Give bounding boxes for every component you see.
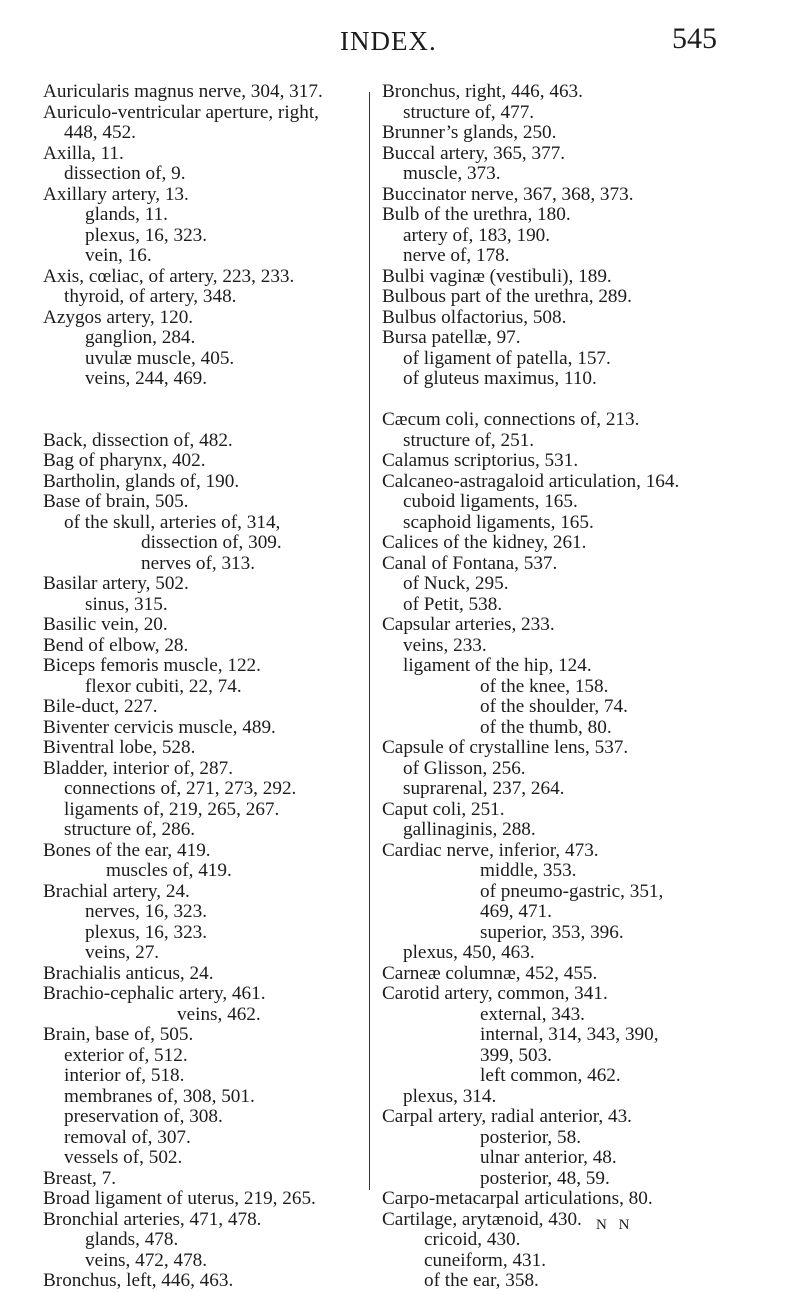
column-divider [369, 92, 370, 1190]
index-entry: Capsular arteries, 233. [382, 614, 555, 635]
index-entry: of the skull, arteries of, 314, [64, 511, 281, 533]
index-entry: Capsule of crystalline lens, 537. [382, 737, 629, 758]
index-entry: of Petit, 538. [403, 593, 503, 615]
index-entry: Carpo-metacarpal articulations, 80. [382, 1188, 653, 1209]
index-entry: nerve of, 178. [403, 245, 510, 266]
index-entry: of the ear, 358. [424, 1270, 539, 1291]
index-entry: Bile-duct, 227. [43, 696, 158, 717]
index-entry: Brunner’s glands, 250. [382, 122, 557, 143]
index-entry: veins, 233. [403, 634, 487, 656]
index-entry: external, 343. [480, 1003, 585, 1025]
index-entry: Bladder, interior of, 287. [43, 757, 233, 779]
index-entry: muscles of, 419. [106, 860, 232, 881]
index-entry: middle, 353. [480, 860, 577, 881]
index-entry: scaphoid ligaments, 165. [403, 511, 594, 533]
index-entry: preservation of, 308. [64, 1106, 223, 1127]
index-entry: 399, 503. [480, 1044, 552, 1066]
index-entry: 469, 471. [480, 901, 552, 922]
index-entry: Cæcum coli, connections of, 213. [382, 409, 640, 430]
index-entry: of pneumo-gastric, 351, [480, 880, 664, 902]
index-entry: nerves, 16, 323. [85, 901, 208, 922]
index-entry: Bulbous part of the urethra, 289. [382, 286, 632, 307]
index-entry: Axis, cœliac, of artery, 223, 233. [43, 265, 295, 287]
index-entry: structure of, 286. [64, 819, 196, 840]
index-entry [382, 390, 782, 411]
index-entry: dissection of, 9. [64, 163, 186, 184]
index-entry: of the thumb, 80. [480, 716, 612, 738]
index-entry: Bronchus, right, 446, 463. [382, 81, 583, 102]
index-entry: Biventer cervicis muscle, 489. [43, 716, 276, 738]
index-entry: plexus, 450, 463. [403, 942, 535, 963]
index-entry: Bulbi vaginæ (vestibuli), 189. [382, 265, 612, 287]
index-entry: ulnar anterior, 48. [480, 1147, 617, 1168]
index-entry: gallinaginis, 288. [403, 819, 536, 840]
page-header [0, 22, 800, 62]
index-entry: of ligament of patella, 157. [403, 347, 611, 369]
index-entry: Biventral lobe, 528. [43, 737, 196, 758]
index-entry: Base of brain, 505. [43, 491, 189, 512]
index-entry: interior of, 518. [64, 1065, 185, 1086]
index-entry: structure of, 251. [403, 429, 535, 451]
index-entry: veins, 27. [85, 942, 160, 963]
index-entry: vessels of, 502. [64, 1147, 183, 1168]
index-entry: sinus, 315. [85, 593, 168, 615]
index-entry: Carotid artery, common, 341. [382, 983, 608, 1004]
index-entry: of the knee, 158. [480, 675, 609, 697]
index-entry: posterior, 48, 59. [480, 1167, 610, 1189]
index-entry: suprarenal, 237, 264. [403, 778, 565, 799]
index-entry: Back, dissection of, 482. [43, 429, 233, 451]
index-entry: structure of, 477. [403, 101, 535, 123]
index-entry: Cartilage, arytænoid, 430. [382, 1208, 582, 1230]
index-column-right [382, 82, 782, 1292]
index-entry: of Nuck, 295. [403, 573, 509, 594]
index-entry: Buccinator nerve, 367, 368, 373. [382, 183, 634, 205]
index-entry: dissection of, 309. [141, 532, 282, 553]
index-entry: Bulbus olfactorius, 508. [382, 306, 567, 328]
index-entry: glands, 478. [85, 1229, 179, 1250]
index-entry: membranes of, 308, 501. [64, 1085, 255, 1107]
index-entry: Bronchial arteries, 471, 478. [43, 1208, 262, 1230]
index-entry: Cardiac nerve, inferior, 473. [382, 839, 599, 861]
index-entry: veins, 244, 469. [85, 368, 208, 389]
index-entry: Auriculo-ventricular aperture, right, [43, 101, 319, 123]
page-number: 545 [672, 22, 717, 55]
index-entry: Canal of Fontana, 537. [382, 552, 558, 574]
index-entry: Carneæ columnæ, 452, 455. [382, 962, 598, 984]
index-entry: of gluteus maximus, 110. [403, 368, 597, 389]
index-entry: Bend of elbow, 28. [43, 634, 189, 656]
index-entry: Calices of the kidney, 261. [382, 532, 587, 553]
index-entry: Axillary artery, 13. [43, 183, 189, 205]
index-entry: nerves of, 313. [141, 552, 256, 574]
index-entry: Calamus scriptorius, 531. [382, 450, 579, 471]
index-entry: Biceps femoris muscle, 122. [43, 655, 261, 676]
index-entry: Caput coli, 251. [382, 798, 505, 820]
index-entry: Bronchus, left, 446, 463. [43, 1270, 234, 1291]
index-entry: veins, 462. [177, 1003, 261, 1025]
page-title: INDEX. [340, 26, 437, 56]
index-entry: Bartholin, glands of, 190. [43, 470, 240, 492]
index-entry: Brachialis anticus, 24. [43, 962, 214, 984]
index-entry: Azygos artery, 120. [43, 306, 194, 328]
index-entry: plexus, 314. [403, 1085, 497, 1107]
index-entry: flexor cubiti, 22, 74. [85, 675, 242, 697]
index-entry: Brain, base of, 505. [43, 1024, 194, 1045]
index-entry: left common, 462. [480, 1065, 621, 1086]
index-entry: uvulæ muscle, 405. [85, 347, 235, 369]
index-entry: of Glisson, 256. [403, 757, 526, 779]
index-entry: Bag of pharynx, 402. [43, 450, 206, 471]
index-entry: veins, 472, 478. [85, 1249, 208, 1271]
index-entry: Broad ligament of uterus, 219, 265. [43, 1188, 316, 1209]
index-entry: Bones of the ear, 419. [43, 839, 211, 861]
index-entry: posterior, 58. [480, 1126, 582, 1148]
index-entry: removal of, 307. [64, 1126, 191, 1148]
index-entry: Axilla, 11. [43, 142, 124, 164]
index-entry: Bulb of the urethra, 180. [382, 204, 571, 225]
signature-mark: N N [596, 1217, 634, 1233]
index-entry: Buccal artery, 365, 377. [382, 142, 566, 164]
index-entry: Auricularis magnus nerve, 304, 317. [43, 81, 323, 102]
index-entry: cricoid, 430. [424, 1229, 521, 1250]
index-entry [43, 390, 365, 411]
index-entry: cuboid ligaments, 165. [403, 491, 578, 512]
index-entry: Calcaneo-astragaloid articulation, 164. [382, 470, 680, 492]
index-entry: Bursa patellæ, 97. [382, 327, 521, 348]
index-entry: ligament of the hip, 124. [403, 655, 592, 676]
index-entry: exterior of, 512. [64, 1044, 188, 1066]
index-entry: cuneiform, 431. [424, 1249, 547, 1271]
index-entry: plexus, 16, 323. [85, 224, 208, 246]
index-entry: internal, 314, 343, 390, [480, 1024, 659, 1045]
index-entry: ganglion, 284. [85, 327, 196, 348]
index-entry: vein, 16. [85, 245, 152, 266]
index-entry: artery of, 183, 190. [403, 224, 551, 246]
index-entry: of the shoulder, 74. [480, 696, 628, 717]
index-entry: ligaments of, 219, 265, 267. [64, 798, 280, 820]
index-entry: connections of, 271, 273, 292. [64, 778, 297, 799]
index-entry: 448, 452. [64, 122, 136, 143]
index-entry: Brachial artery, 24. [43, 880, 190, 902]
index-entry: Carpal artery, radial anterior, 43. [382, 1106, 632, 1127]
index-entry: Brachio-cephalic artery, 461. [43, 983, 266, 1004]
index-entry: glands, 11. [85, 204, 168, 225]
index-entry: plexus, 16, 323. [85, 921, 208, 943]
index-entry: superior, 353, 396. [480, 921, 624, 943]
index-entry [43, 410, 365, 431]
index-entry: Breast, 7. [43, 1167, 117, 1189]
index-entry: Basilar artery, 502. [43, 573, 189, 594]
index-entry: Basilic vein, 20. [43, 614, 168, 635]
index-entry: muscle, 373. [403, 163, 501, 184]
index-entry: thyroid, of artery, 348. [64, 286, 237, 307]
index-column-left [43, 82, 365, 1292]
